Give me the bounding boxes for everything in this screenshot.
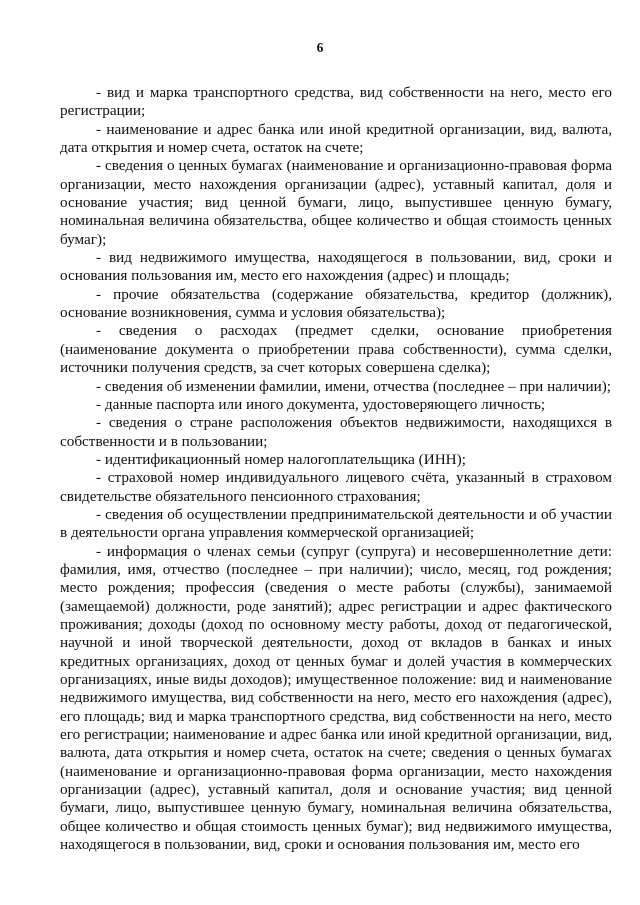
list-item-vehicle: - вид и марка транспортного средства, вид собственности на него, место его регистрации;	[60, 84, 612, 120]
list-item-securities: - сведения о ценных бумагах (наименование и организационно-правовая форма организации, место нахождения организации (адрес), уставный капитал, доля и основание участия; вид ценной бумаги, лицо, выпустившее ценную бумагу, номинальная величина обязательства, общее количество и общая стоимость ценных бумаг);	[60, 157, 612, 248]
list-item-inn: - идентификационный номер налогоплательщика (ИНН);	[96, 450, 466, 468]
list-item-other-obligations: - прочие обязательства (содержание обязательства, кредитор (должник), основание возникновения, сумма и условия обязательства);	[60, 285, 612, 322]
document-body	[60, 84, 612, 854]
list-item-real-estate-in-use: - вид недвижимого имущества, находящегося в пользовании, вид, сроки и основания пользования им, место его нахождения (адрес) и площадь;	[60, 249, 612, 285]
list-item-property-country: - сведения о стране расположения объектов недвижимости, находящихся в собственности и в пользовании;	[60, 414, 612, 450]
page-number: 6	[316, 40, 324, 55]
list-item-passport: - данные паспорта или иного документа, удостоверяющего личность;	[96, 395, 546, 413]
list-item-expenses: - сведения о расходах (предмет сделки, основание приобретения (наименование документа о приобретении права собственности), сумма сделки, источники получения средств, за счет которых совершена сделка);	[60, 322, 612, 377]
list-item-family-members: - информация о членах семьи (супруг (супруга) и несовершеннолетние дети: фамилия, имя, отчество (последнее – при наличии); число, месяц, год рождения; место рождения; профессия (сведения о месте работы (службы), занимаемой (замещаемой) должности, роде занятий); адрес регистрации и адрес фактического проживания; доходы (доход по основному месту работы, доход от педагогической, научной и иной творческой деятельности, доход от вкладов в банках и иных кредитных организациях, доход от ценных бумаг и долей участия в коммерческих организациях, иные виды доходов); имущественное положение: вид и наименование недвижимого имущества, вид собственности на него, место его нахождения (адрес), его площадь; вид и марка транспортного средства, вид собственности на него, место его регистрации; наименование и адрес банка или иной кредитной организации, вид, валюта, дата открытия и номер счета, остаток на счете; сведения о ценных бумагах (наименование и организационно-правовая форма организации, место нахождения организации (адрес), уставный капитал, доля и основание участия; вид ценной бумаги, лицо, выпустившее ценную бумагу, номинальная величина обязательства, общее количество и общая стоимость ценных бумаг); вид недвижимого имущества, находящегося в пользовании, вид, сроки и основания пользования им, место его	[60, 542, 612, 854]
list-item-bank-account: - наименование и адрес банка или иной кредитной организации, вид, валюта, дата открытия и номер счета, остаток на счете;	[60, 120, 612, 157]
list-item-name-change: - сведения об изменении фамилии, имени, отчества (последнее – при наличии);	[96, 377, 611, 395]
list-item-business-activity: - сведения об осуществлении предпринимательской деятельности и об участии в деятельности органа управления коммерческой организацией;	[60, 505, 612, 542]
list-item-snils: - страховой номер индивидуального лицевого счёта, указанный в страховом свидетельстве обязательного пенсионного страхования;	[60, 469, 612, 505]
